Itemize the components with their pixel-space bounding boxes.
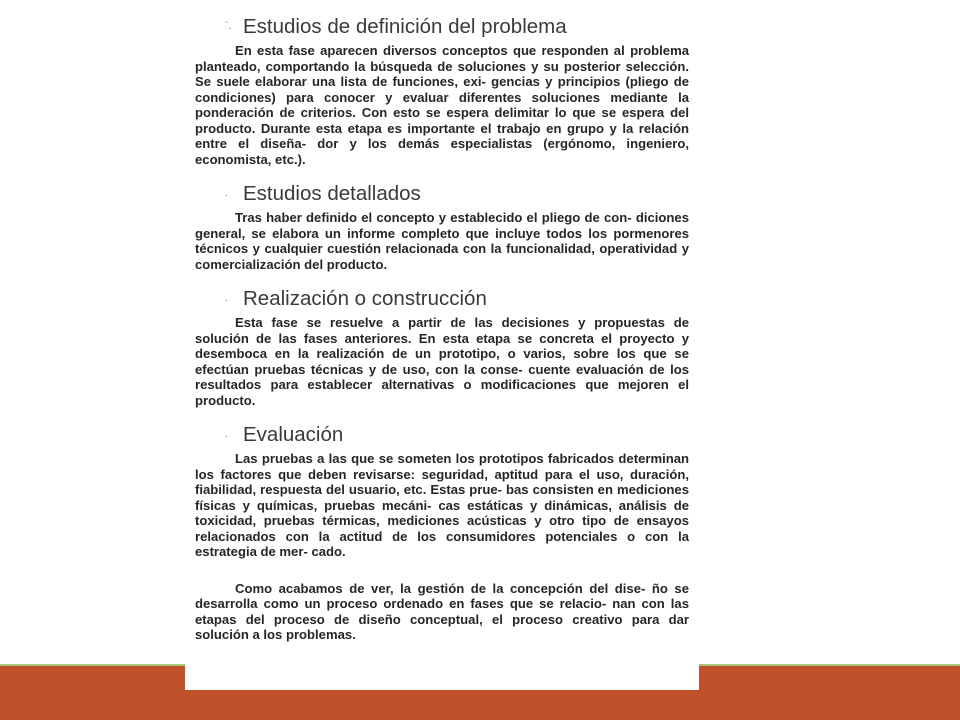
text-line: cado.	[311, 544, 346, 559]
text-line: de solución de las fases anteriores. En esta etapa se concreta el	[195, 315, 689, 346]
paragraph-realizacion-construccion	[195, 315, 689, 408]
heading-realizacion-construccion	[195, 286, 689, 312]
text-line: posterior selección. Se suele elaborar una lista de funciones, exi-	[195, 58, 689, 89]
text-line: determinan los factores que deben revisarse: seguridad, aptitud para	[195, 451, 689, 482]
heading-bullet: .	[225, 429, 228, 440]
text-line: funcionalidad, operatividad y comercialización del producto.	[195, 241, 689, 272]
heading-evaluacion	[195, 422, 689, 448]
text-line: se espera delimitar lo que se espera del producto. Durante esta	[195, 105, 689, 136]
text-line: Esta fase se resuelve a partir de las decisiones y propuestas	[235, 315, 665, 330]
text-line: nan con las etapas del proceso de diseño conceptual, el proceso	[195, 596, 689, 627]
text-line: el uso, duración, fiabilidad, respuesta del usuario, etc. Estas prue-	[195, 466, 689, 497]
text-line: cas estáticas y dinámicas, análisis de toxicidad, pruebas térmicas,	[195, 497, 690, 528]
heading-bullet: `.	[225, 21, 232, 32]
text-line: mediciones acústicas y otro tipo de ensayos relacionados con la	[195, 513, 689, 544]
paragraph-definicion-problema	[195, 43, 689, 167]
scanned-page	[185, 0, 699, 690]
heading-estudios-detallados	[195, 181, 689, 207]
text-line: Tras haber definido el concepto y establecido el pliego de con-	[235, 210, 632, 225]
text-line: actitud de los consumidores potenciales o con la estrategia de mer-	[195, 528, 690, 559]
heading-text: Evaluación	[243, 423, 344, 446]
text-line: creativo para dar solución a los problemas.	[195, 611, 689, 642]
heading-text: Estudios detallados	[243, 182, 421, 205]
text-line: los pormenores técnicos y cualquier cuestión relacionada con la	[195, 225, 690, 256]
text-line: diferentes soluciones mediante la ponderación de criterios. Con esto	[195, 89, 690, 120]
paragraph-evaluacion	[195, 451, 689, 560]
text-line: etc.).	[275, 151, 306, 167]
heading-bullet: .	[225, 293, 228, 304]
text-line: proyecto y desemboca en la realización de un prototipo, o varios,	[195, 330, 690, 361]
text-line: cuente evaluación de los resultados para establecer alternativas o	[195, 361, 689, 392]
heading-definicion-problema	[195, 14, 689, 40]
text-line: gencias y principios (pliego de condiciones) para conocer y evaluar	[195, 74, 690, 105]
paragraph-conclusion	[195, 581, 689, 643]
text-line: modificaciones que mejoren el producto.	[195, 377, 689, 408]
text-line: ño se desarrolla como un proceso ordenado en fases que se relacio-	[195, 580, 689, 611]
text-line: problema planteado, comportando la búsqueda de soluciones y su	[195, 43, 689, 74]
text-line: dor y los demás especialistas (ergónomo, ingeniero, economista,	[195, 136, 689, 167]
heading-text: Realización o construcción	[243, 287, 487, 310]
text-line: sobre los que se efectúan pruebas técnicas y de uso, con la conse-	[195, 346, 689, 377]
paragraph-estudios-detallados	[195, 210, 689, 272]
text-line: Las pruebas a las que se someten los prototipos fabricados	[235, 451, 615, 466]
text-line: En esta fase aparecen diversos conceptos que responden al	[235, 43, 625, 58]
heading-text: Estudios de definición del problema	[243, 15, 567, 38]
heading-bullet: .	[225, 188, 228, 199]
text-line: diciones general, se elabora un informe completo que incluye todos	[195, 210, 689, 241]
text-line: etapa es importante el trabajo en grupo y la relación entre el diseña-	[195, 120, 689, 151]
text-line: bas consisten en mediciones físicas y químicas, pruebas mecáni-	[195, 482, 689, 513]
text-line: Como acabamos de ver, la gestión de la concepción del dise-	[235, 580, 646, 596]
